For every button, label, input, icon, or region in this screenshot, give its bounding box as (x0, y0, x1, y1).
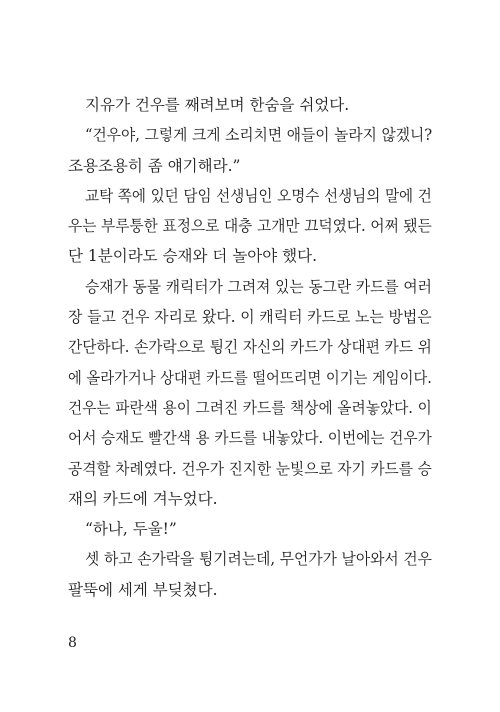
text-line (68, 272, 449, 302)
text-line-content: 장 들고 건우 자리로 왔다. 이 캐릭터 카드로 노는 방법은 (68, 308, 432, 327)
text-line-content: 조용조용히 좀 얘기해라.” (68, 156, 241, 175)
text-line (68, 544, 449, 574)
text-line-content: “하나, 두울!” (85, 520, 177, 539)
body-text (68, 90, 432, 605)
page-number: 8 (68, 635, 77, 651)
text-line (68, 423, 432, 453)
text-line-content: 셋 하고 손가락을 튕기려는데, 무언가가 날아와서 건우 (85, 550, 432, 569)
text-line-content: 승재가 동물 캐릭터가 그려져 있는 동그란 카드를 여러 (85, 277, 432, 296)
text-line (68, 363, 432, 393)
text-line-content: 건우는 파란색 용이 그려진 카드를 책상에 올려놓았다. 이 (68, 398, 432, 417)
text-line (68, 302, 432, 332)
text-line-content: 에 올라가거나 상대편 카드를 떨어뜨리면 이기는 게임이다. (68, 368, 432, 387)
text-line (68, 393, 432, 423)
text-line (68, 454, 432, 484)
text-line (68, 90, 432, 120)
text-line-content: 재의 카드에 겨누었다. (68, 489, 218, 508)
text-line (68, 211, 432, 241)
text-line (68, 514, 432, 544)
text-line-content: “건우야, 그렇게 크게 소리치면 애들이 놀라지 않겠니? (85, 126, 433, 145)
text-line-content: 단 1분이라도 승재와 더 놀아야 했다. (68, 247, 318, 266)
text-line-content: 지유가 건우를 째려보며 한숨을 쉬었다. (85, 96, 350, 114)
text-line-content: 우는 부루퉁한 표정으로 대충 고개만 끄덕였다. 어쩌 됐든 (68, 217, 432, 236)
text-line-content: 어서 승재도 빨간색 용 카드를 내놓았다. 이번에는 건우가 (68, 429, 432, 448)
text-line-content: 공격할 차례였다. 건우가 진지한 눈빛으로 자기 카드를 승 (68, 459, 432, 478)
text-line-content: 간단하다. 손가락으로 튕긴 자신의 카드가 상대편 카드 위 (68, 338, 432, 357)
text-line-content: 교탁 쪽에 있던 담임 선생님인 오명수 선생님의 말에 건 (85, 186, 432, 205)
text-line (68, 484, 432, 514)
text-line (68, 151, 432, 181)
text-line (68, 332, 432, 362)
text-line-content: 팔뚝에 세게 부딪쳤다. (68, 580, 218, 599)
text-line (68, 120, 449, 150)
text-line (68, 575, 432, 605)
text-line (68, 241, 432, 271)
text-line (68, 181, 449, 211)
